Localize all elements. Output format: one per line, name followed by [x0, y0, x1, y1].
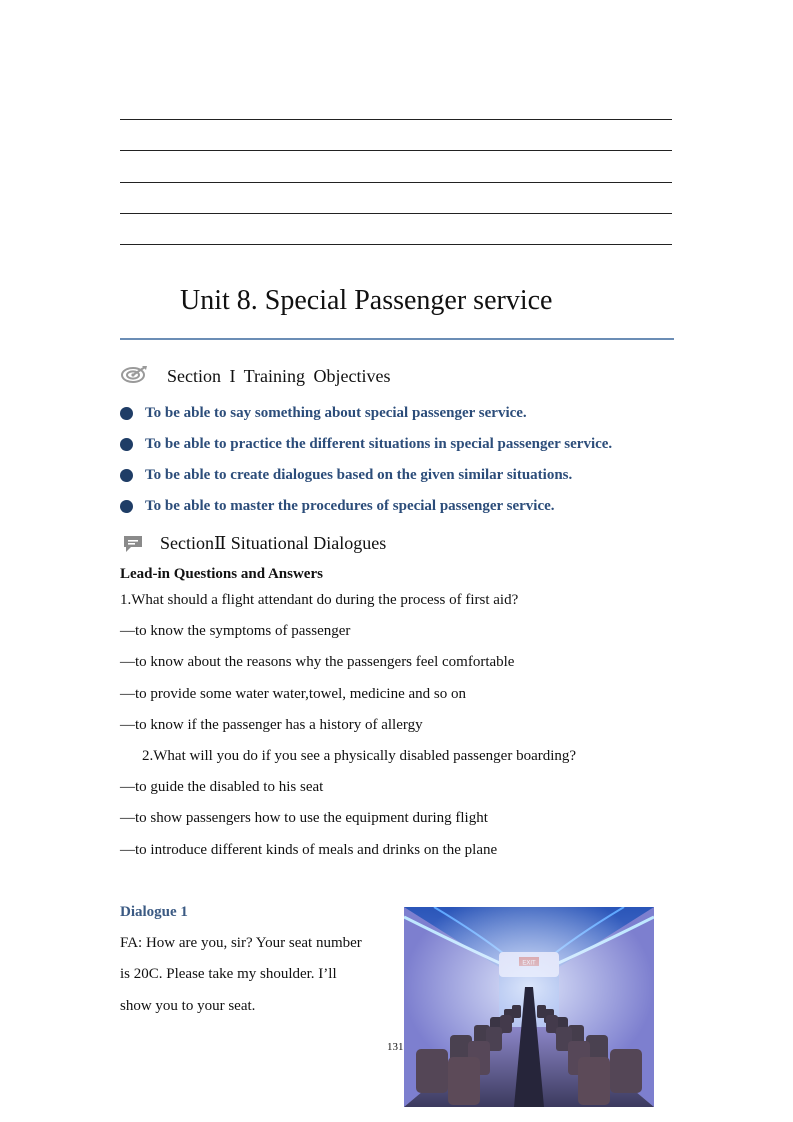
aircraft-cabin-photo	[404, 907, 654, 1107]
bullet-icon	[120, 407, 133, 420]
answer-line: —to know if the passenger has a history of allergy	[120, 717, 423, 733]
question-line: 1.What should a flight attendant do during the process of first aid?	[120, 592, 519, 608]
dialogue-line: FA: How are you, sir? Your seat number	[120, 935, 362, 951]
section2-heading: SectionⅡ Situational Dialogues	[160, 533, 387, 553]
answer-line: —to know about the reasons why the passengers feel comfortable	[120, 654, 515, 670]
writing-line	[120, 150, 672, 151]
bullet-icon	[120, 469, 133, 482]
answer-line: —to show passengers how to use the equipment during flight	[120, 810, 488, 826]
chat-icon	[122, 534, 146, 554]
writing-line	[120, 182, 672, 183]
objective-item	[120, 495, 555, 517]
bullet-icon	[120, 438, 133, 451]
objective-text: To be able to practice the different situations in special passenger service.	[145, 435, 613, 452]
objective-item	[120, 402, 527, 424]
leadin-heading: Lead-in Questions and Answers	[120, 566, 323, 582]
section1-heading: Section I Training Objectives	[167, 366, 391, 386]
question-line: 2.What will you do if you see a physically disabled passenger boarding?	[142, 748, 577, 764]
writing-line	[120, 119, 672, 120]
objective-text: To be able to master the procedures of special passenger service.	[145, 497, 555, 514]
writing-line	[120, 213, 672, 214]
answer-line: —to guide the disabled to his seat	[120, 779, 324, 795]
answer-line: —to provide some water water,towel, medicine and so on	[120, 686, 466, 702]
dialogue-heading: Dialogue 1	[120, 904, 188, 920]
page-number: 131	[387, 1041, 404, 1053]
objective-text: To be able to say something about special passenger service.	[145, 404, 527, 421]
objective-item	[120, 464, 572, 486]
objective-text: To be able to create dialogues based on the given similar situations.	[145, 466, 573, 483]
target-icon	[120, 364, 148, 386]
objective-item	[120, 433, 612, 455]
writing-line	[120, 244, 672, 245]
page-title: Unit 8. Special Passenger service	[180, 285, 553, 316]
answer-line: —to introduce different kinds of meals and drinks on the plane	[120, 842, 498, 858]
dialogue-line: show you to your seat.	[120, 998, 256, 1014]
bullet-icon	[120, 500, 133, 513]
dialogue-line: is 20C. Please take my shoulder. I’ll	[120, 966, 337, 982]
title-divider	[120, 338, 674, 340]
answer-line: —to know the symptoms of passenger	[120, 623, 351, 639]
